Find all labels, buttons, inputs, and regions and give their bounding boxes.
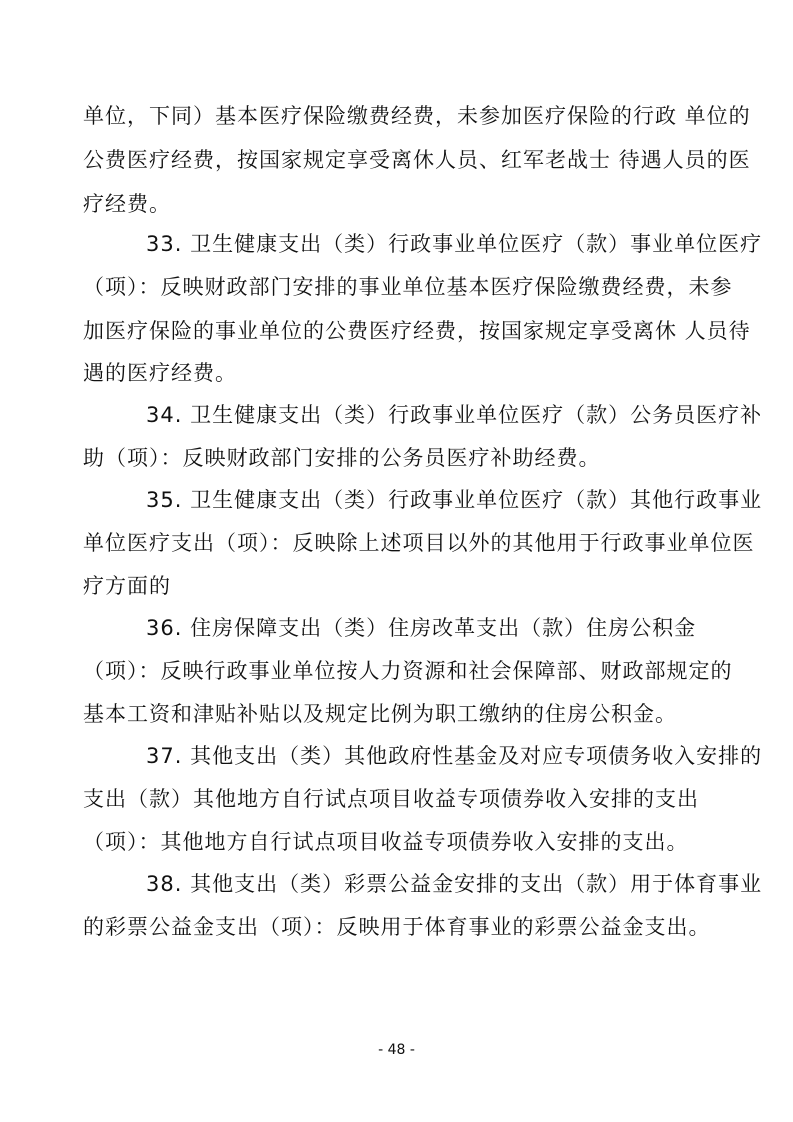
- paragraph-37-start: 37. 其他支出（类）其他政府性基金及对应专项债务收入安排的: [146, 744, 763, 768]
- text-line: 公费医疗经费，按国家规定享受离休人员、红军老战士 待遇人员的医: [83, 148, 751, 172]
- paragraph-38-start: 38. 其他支出（类）彩票公益金安排的支出（款）用于体育事业: [146, 872, 763, 896]
- text-line: 单位，下同）基本医疗保险缴费经费，未参加医疗保险的行政 单位的: [83, 104, 751, 128]
- text-line: 的彩票公益金支出（项）：反映用于体育事业的彩票公益金支出。: [83, 915, 711, 939]
- paragraph-36-start: 36. 住房保障支出（类）住房改革支出（款）住房公积金: [146, 616, 697, 640]
- text-line: 遇的医疗经费。: [83, 361, 237, 385]
- text-line: （项）：其他地方自行试点项目收益专项债券收入安排的支出。: [83, 830, 689, 854]
- page-number: - 48 -: [378, 1042, 415, 1058]
- text-line: （项）：反映财政部门安排的事业单位基本医疗保险缴费经费，未参: [83, 275, 733, 299]
- text-line: 疗经费。: [83, 192, 171, 216]
- text-line: 基本工资和津贴补贴以及规定比例为职工缴纳的住房公积金。: [83, 702, 677, 726]
- paragraph-34-start: 34. 卫生健康支出（类）行政事业单位医疗（款）公务员医疗补: [146, 403, 763, 427]
- text-line: 疗方面的: [83, 574, 171, 598]
- paragraph-33-start: 33. 卫生健康支出（类）行政事业单位医疗（款）事业单位医疗: [146, 232, 763, 256]
- text-line: 支出（款）其他地方自行试点项目收益专项债券收入安排的支出: [83, 787, 699, 811]
- text-line: 加医疗保险的事业单位的公费医疗经费，按国家规定享受离休 人员待: [83, 319, 751, 343]
- text-line: 单位医疗支出（项）：反映除上述项目以外的其他用于行政事业单位医: [83, 531, 755, 555]
- text-line: 助（项）：反映财政部门安排的公务员医疗补助经费。: [83, 446, 601, 470]
- text-line: （项）：反映行政事业单位按人力资源和社会保障部、财政部规定的: [83, 659, 733, 683]
- paragraph-35-start: 35. 卫生健康支出（类）行政事业单位医疗（款）其他行政事业: [146, 488, 763, 512]
